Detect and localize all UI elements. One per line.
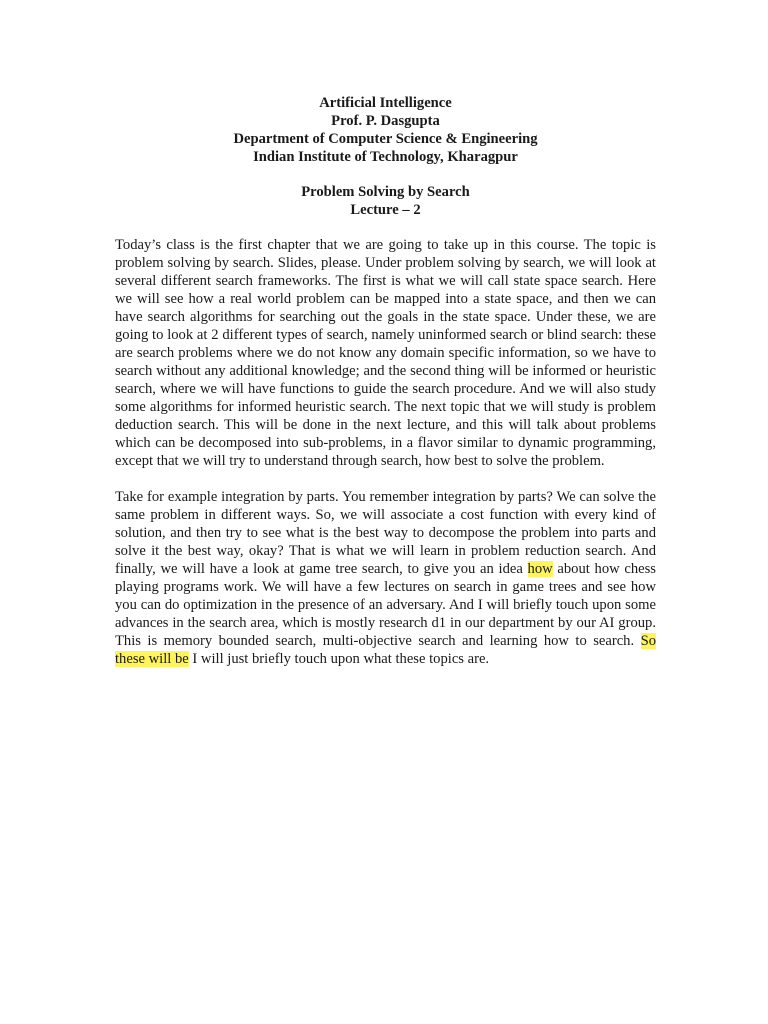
paragraph-2-text-c: I will just briefly touch upon what these topics are. [188,651,490,667]
institute-name: Indian Institute of Technology, Kharagpur [253,149,518,165]
professor-name: Prof. P. Dasgupta [331,113,440,129]
paragraph-2-text-b: about how chess playing programs work. We will have a few lectures on search in game trees and see how you can do optimization in the presence of an adversary. And I will briefly touch upon some advances in the search area, which is mostly research d1 in our department by our AI group. This is memory bounded search, multi-objective search and learning how to search. [115,561,656,649]
paragraph-1: Today’s class is the first chapter that we are going to take up in this course. The topic is problem solving by search. Slides, please. Under problem solving by search, we will look at several different search frameworks. The first is what we will call state space search. Here we will see how a real world problem can be mapped into a state space, and then we can have search algorithms for searching out the goals in the state space. Under these, we are going to look at 2 different types of search, namely uninformed search or blind search: these are search problems where we do not know any domain specific information, so we have to search without any additional knowledge; and the second thing will be informed or heuristic search, where we will have functions to guide the search procedure. And we will also study some algorithms for informed heuristic search. The next topic that we will study is problem deduction search. This will be done in the next lecture, and this will talk about problems which can be decomposed into sub-problems, in a flavor similar to dynamic programming, except that we will try to understand through search, how best to solve the problem. [115,237,656,469]
lecture-number: Lecture – 2 [350,202,421,218]
document-header [115,94,656,166]
department-name: Department of Computer Science & Engineering [233,131,538,147]
course-title: Artificial Intelligence [319,95,452,111]
lecture-topic: Problem Solving by Search [301,184,470,200]
highlight-so-these-will-be: So these will be [115,633,656,667]
paragraph-2-text-a: Take for example integration by parts. You remember integration by parts? We can solve the same problem in different ways. So, we will associate a cost function with every kind of solution, and then try to see what is the best way to decompose the problem into parts and solve it the best way, okay? That is what we will learn in problem reduction search. And finally, we will have a look at game tree search, to give you an idea [115,489,656,577]
highlight-how: how [527,561,553,577]
paragraph-2 [115,488,656,668]
lecture-heading [115,183,656,219]
document-page [115,94,656,668]
